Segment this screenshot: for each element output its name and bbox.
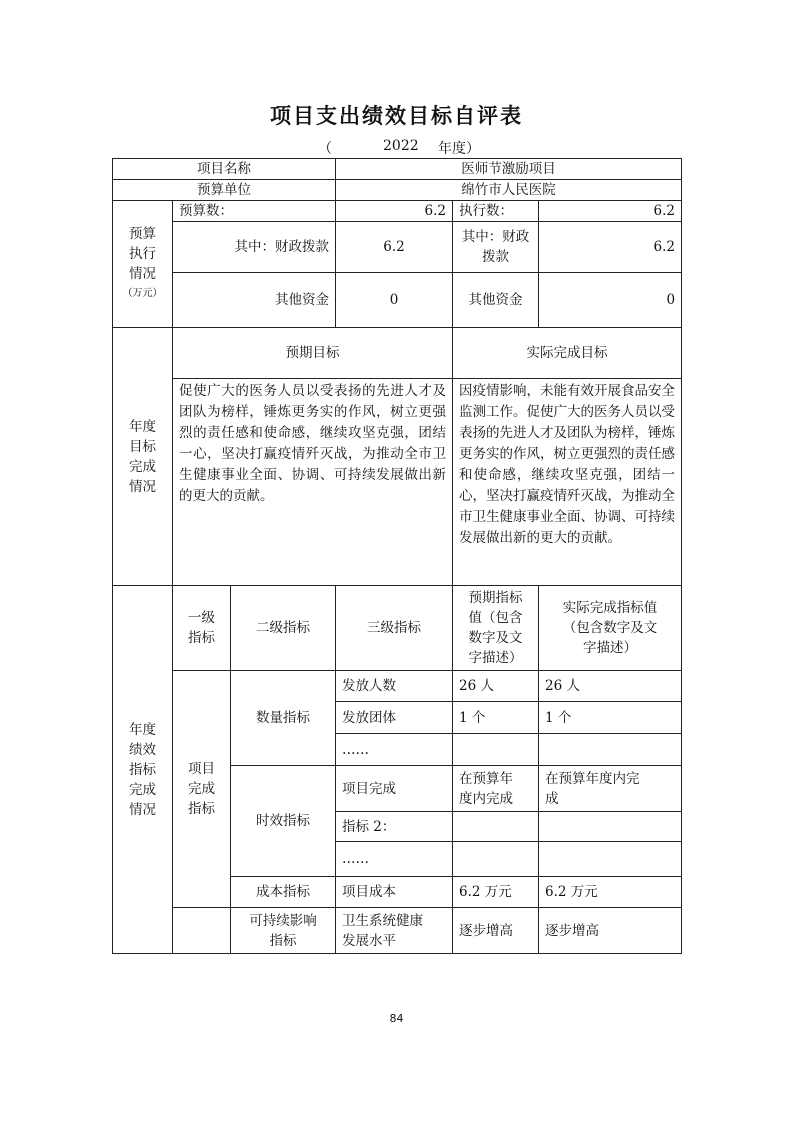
sustain-label-line: 指标 <box>269 932 297 949</box>
indicator-actual <box>539 766 682 812</box>
level3-header: 三级指标 <box>336 586 453 671</box>
indicators-section-line: 绩效 <box>129 741 156 758</box>
unit-label: 预算单位 <box>113 180 336 201</box>
budget-section-line: 预算 <box>129 226 156 242</box>
actual-value-header-line: 字描述） <box>583 640 638 656</box>
fiscal-label: 其中：财政拨款 <box>173 222 336 273</box>
indicator-name: …… <box>336 734 453 766</box>
year-open-paren: （ <box>318 141 332 157</box>
exec-fiscal-label <box>453 222 539 273</box>
exec-label: 执行数： <box>453 201 539 222</box>
indicator-expected <box>453 812 539 842</box>
indicator-actual <box>539 734 682 766</box>
timeliness-indicator-label: 时效指标 <box>231 766 336 877</box>
indicator-actual: 逐步增高 <box>539 908 682 954</box>
indicator-expected: 1 个 <box>453 702 539 734</box>
indicator-actual <box>539 812 682 842</box>
sustain-label-line: 可持续影响 <box>249 912 317 929</box>
indicator-actual: 1 个 <box>539 702 682 734</box>
indicators-section-line: 完成 <box>129 781 156 798</box>
actual-goal-text: 因疫情影响，未能有效开展食品安全监测工作。促使广大的医务人员以受表扬的先进人才及团队为榜样，锤炼更务实的作风，树立更强烈的责任感和使命感，继续攻坚克强，团结一心，坚决打赢疫情歼灭战，为推动全市卫生健康事业全面、协调、可持续发展做出新的更大的贡献。 <box>453 379 682 586</box>
indicator-actual: 26 人 <box>539 671 682 702</box>
goals-section-line: 年度 <box>129 418 156 435</box>
page-number: 84 <box>389 1012 404 1025</box>
budget-value: 6.2 <box>336 201 453 222</box>
indicator-expected <box>453 766 539 812</box>
indicator-name: 发放人数 <box>336 671 453 702</box>
indicator-name <box>336 908 453 954</box>
indicator-expected: 逐步增高 <box>453 908 539 954</box>
indicator-name: 项目成本 <box>336 877 453 908</box>
indicator-name: …… <box>336 842 453 877</box>
expected-value-header-line: 值（包含 <box>468 610 523 626</box>
fiscal-value: 6.2 <box>336 222 453 273</box>
level1-line: 指标 <box>188 801 215 817</box>
exec-fiscal-label-line: 其中：财政 <box>461 229 530 245</box>
actual-goal-header: 实际完成目标 <box>453 328 682 379</box>
indicators-section-label <box>113 586 173 954</box>
actual-value-header-line: （包含数字及文 <box>562 620 658 636</box>
indicators-section-line: 指标 <box>129 761 156 778</box>
goals-section-line: 目标 <box>129 438 156 455</box>
expected-value-header-line: 数字及文 <box>468 630 523 646</box>
indicator-name-line: 卫生系统健康 <box>342 912 424 929</box>
indicator-expected-line: 在预算年 <box>459 770 514 787</box>
level1-header-line: 指标 <box>188 630 215 646</box>
quantity-indicator-label: 数量指标 <box>231 671 336 766</box>
indicator-expected <box>453 842 539 877</box>
goals-section-label <box>113 328 173 586</box>
level1-header-line: 一级 <box>188 610 215 626</box>
other-label: 其他资金 <box>173 273 336 328</box>
level2-header: 二级指标 <box>231 586 336 671</box>
indicator-expected: 26 人 <box>453 671 539 702</box>
indicator-expected-line: 度内完成 <box>459 790 514 807</box>
sustain-indicator-label <box>231 908 336 954</box>
project-name-value: 医师节激励项目 <box>336 159 682 180</box>
indicator-actual <box>539 842 682 877</box>
evaluation-table <box>112 158 682 954</box>
actual-value-header-line: 实际完成指标值 <box>562 600 658 616</box>
actual-value-header <box>539 586 682 671</box>
exec-value: 6.2 <box>539 201 682 222</box>
indicator-actual: 6.2 万元 <box>539 877 682 908</box>
expected-goal-text: 促使广大的医务人员以受表扬的先进人才及团队为榜样，锤炼更务实的作风，树立更强烈的责任感和使命感，继续攻坚克强，团结一心，坚决打赢疫情歼灭战，为推动全市卫生健康事业全面、协调、可持续发展做出新的更大的贡献。 <box>173 379 453 586</box>
year-suffix: 年度） <box>438 141 480 157</box>
expected-value-header-line: 字描述） <box>468 650 523 666</box>
indicator-expected: 6.2 万元 <box>453 877 539 908</box>
budget-section-line: 情况 <box>129 266 156 282</box>
unit-value: 绵竹市人民医院 <box>336 180 682 201</box>
indicators-section-line: 年度 <box>129 721 156 738</box>
indicator-name: 项目完成 <box>336 766 453 812</box>
cost-indicator-label: 成本指标 <box>231 877 336 908</box>
indicator-actual-line: 成 <box>545 790 559 807</box>
exec-other-value: 0 <box>539 273 682 328</box>
level1-project-completion <box>173 671 231 908</box>
other-value: 0 <box>336 273 453 328</box>
level1-line: 完成 <box>188 781 215 797</box>
budget-section-label <box>113 201 173 328</box>
indicator-expected <box>453 734 539 766</box>
year-value: 2022 <box>383 138 419 154</box>
project-name-label: 项目名称 <box>113 159 336 180</box>
indicator-actual-line: 在预算年度内完 <box>545 770 640 787</box>
page-title: 项目支出绩效目标自评表 <box>270 103 523 128</box>
indicator-name: 发放团体 <box>336 702 453 734</box>
sustain-level1-blank <box>173 908 231 954</box>
indicator-name-line: 发展水平 <box>342 932 397 949</box>
indicators-section-line: 情况 <box>129 801 156 818</box>
indicator-name: 指标 2： <box>336 812 453 842</box>
expected-value-header-line: 预期指标 <box>468 590 523 606</box>
level1-line: 项目 <box>188 761 215 777</box>
expected-goal-header: 预期目标 <box>173 328 453 379</box>
budget-label: 预算数： <box>173 201 336 222</box>
expected-value-header <box>453 586 539 671</box>
exec-fiscal-value: 6.2 <box>539 222 682 273</box>
goals-section-line: 完成 <box>129 458 156 475</box>
level1-header <box>173 586 231 671</box>
budget-section-unit: （万元） <box>122 288 163 299</box>
goals-section-line: 情况 <box>129 478 156 495</box>
budget-section-line: 执行 <box>129 246 156 262</box>
exec-fiscal-label-line: 拨款 <box>482 249 510 265</box>
exec-other-label: 其他资金 <box>453 273 539 328</box>
